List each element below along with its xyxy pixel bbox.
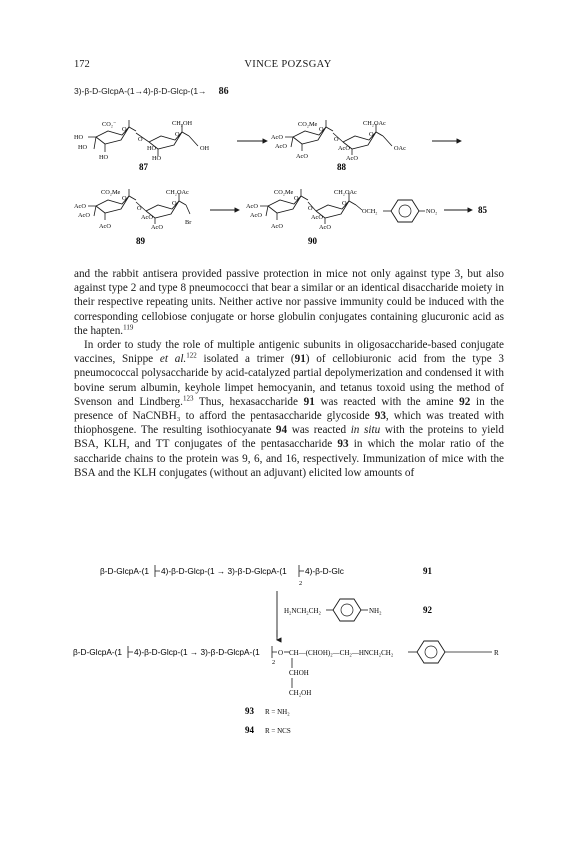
svg-text:O: O [175, 131, 180, 138]
compound-88-structure [271, 120, 406, 172]
c88-aco-b: AcO [275, 143, 287, 150]
svg-text:4)-β-D-Glcp-(1 → 3)-β-D-GlcpA-: 4)-β-D-Glcp-(1 → 3)-β-D-GlcpA-(1 [134, 647, 260, 657]
svg-text:β-D-GlcpA-(1: β-D-GlcpA-(1 [73, 647, 123, 657]
synthesis-scheme-1 [0, 108, 576, 258]
compound-90-structure [246, 189, 437, 246]
svg-text:CHOH: CHOH [289, 669, 309, 677]
svg-text:O: O [138, 136, 143, 143]
c87-glc-ho-b: HO [152, 155, 162, 162]
svg-text:O: O [294, 195, 299, 202]
ref-122: 122 [186, 351, 197, 360]
svg-text:O: O [278, 649, 284, 657]
svg-text:R = NCS: R = NCS [265, 727, 291, 735]
c88-glc-aco-b: AcO [346, 155, 358, 162]
c87-ho-c: HO [99, 154, 109, 161]
c90-glc-end: OCH₂ [362, 208, 378, 215]
product-labels [245, 706, 291, 735]
c88-glc-substituent: CH₂OAc [363, 120, 386, 127]
c87-glca-substituent: CO₂⁻ [102, 121, 117, 128]
ref-123: 123 [182, 394, 194, 403]
c89-glc-aco-a: AcO [141, 214, 153, 221]
svg-text:O: O [334, 136, 339, 143]
svg-text:O: O [308, 205, 313, 212]
aryl-ring-product [417, 641, 445, 663]
svg-text:O: O [137, 205, 142, 212]
c90-glc-aco-b: AcO [319, 224, 331, 231]
svg-text:O: O [122, 126, 127, 133]
repeat-unit-text: 3)-β-D-GlcpA-(1→4)-β-D-Glcp-(1→ [74, 86, 207, 96]
svg-text:4)-β-D-Glc: 4)-β-D-Glc [305, 566, 344, 576]
compound-label-93: 93 [245, 706, 254, 716]
svg-text:2: 2 [272, 659, 276, 666]
compound-87-structure [74, 120, 210, 172]
c87-glc-ho-a: HO [147, 145, 157, 152]
compound-label-94: 94 [245, 725, 254, 735]
et-al: et al. [159, 353, 187, 366]
compound-number-86: 86 [218, 86, 229, 97]
c89-glc-end: Br [185, 219, 192, 226]
compound-label-92: 92 [423, 605, 432, 615]
c87-glc-substituent: CH₂OH [172, 120, 193, 127]
compound-label-89: 89 [136, 236, 145, 246]
svg-text:4)-β-D-Glcp-(1 → 3)-β-D-GlcpA-: 4)-β-D-Glcp-(1 → 3)-β-D-GlcpA-(1 [161, 566, 287, 576]
c89-aco-a: AcO [74, 203, 86, 210]
c88-glc-aco-a: AcO [338, 145, 350, 152]
c87-glc-end: OH [200, 145, 210, 152]
compound-label-90: 90 [308, 236, 317, 246]
c89-aco-c: AcO [99, 223, 111, 230]
c89-glc-aco-b: AcO [151, 224, 163, 231]
c89-glca-substituent: CO₂Me [101, 189, 121, 196]
page-header [0, 59, 576, 73]
c88-aco-c: AcO [296, 153, 308, 160]
svg-text:O: O [369, 131, 374, 138]
svg-text:O: O [122, 195, 127, 202]
svg-text:CH₂OH: CH₂OH [289, 689, 312, 697]
svg-text:2: 2 [299, 580, 303, 587]
c88-glca-substituent: CO₂Me [298, 121, 318, 128]
svg-text:R = NH₂: R = NH₂ [265, 708, 290, 716]
product-formula [73, 641, 499, 697]
svg-text:H₂NCH₂CH₂: H₂NCH₂CH₂ [284, 607, 321, 615]
c88-glc-end: OAc [394, 145, 406, 152]
page-number: 172 [74, 59, 90, 70]
c90-aco-c: AcO [271, 223, 283, 230]
compound-91-formula [100, 565, 433, 587]
compound-label-85: 85 [478, 205, 487, 215]
paragraph-1: and the rabbit antisera provided passive protection in mice not only against type 3, but also against type 2 and type 8 pneumococci that bear a similar or an identical disaccharide moiety in their respective repeating units. Neither active nor passive immunity could be induced with the corresponding cellobiose conjugate or horse globulin conjugates containing glucuronic acid as the hapten.$^{119}$ [74, 268, 504, 337]
c90-glc-substituent: CH₂OAc [334, 189, 357, 196]
svg-text:CH—(CHOH)₂—CH₂—HNCH₂CH₂: CH—(CHOH)₂—CH₂—HNCH₂CH₂ [289, 649, 394, 657]
c90-glc-aco-a: AcO [311, 214, 323, 221]
compound-label-88: 88 [337, 162, 346, 172]
svg-text:O: O [342, 200, 347, 207]
paragraph-2: In order to study the role of multiple antigenic subunits in oligosaccharide-based conjugate vaccines, Snippe et al.$^{122}$ isolated a trimer (91) of cellobiuronic acid from the type 3 pneumococcal polysaccharide by acid-catalyzed partial depolymerization and condensed it with bovine serum albumin, keyhole limpet hemocyanin, and tetanus toxoid using the method of Svenson and Lindberg.$^{123}$ Thus, hexasaccharide 91 was reacted with the amine 92 in the presence of NaCNBH₃ to afford the pentasaccharide glycoside 93, which was treated with thiophosgene. The resulting isothiocyanate 94 was reacted in situ with the proteins to yield BSA, KLH, and TT conjugates of the pentasaccharide 93 in which the molar ratio of the saccharide chains to the protein was 9, 6, and 16, respectively. Immunization of mice with the BSA and the KLH conjugates (without an adjuvant) elicited low amounts of [74, 339, 505, 479]
compound-92-reagent [284, 599, 433, 621]
aminophenyl-ring [333, 599, 361, 621]
running-head: VINCE POZSGAY [244, 59, 332, 70]
c90-aco-b: AcO [250, 212, 262, 219]
compound-label-91: 91 [423, 566, 432, 576]
c88-aco-a: AcO [271, 134, 283, 141]
nitrophenyl-ring [391, 200, 419, 222]
compound-89-structure [74, 189, 192, 246]
c87-ho-b: HO [78, 144, 88, 151]
svg-text:β-D-GlcpA-(1: β-D-GlcpA-(1 [100, 566, 150, 576]
ref-119: 119 [123, 323, 134, 332]
c90-aryl-substituent: NO₂ [426, 208, 438, 215]
synthesis-scheme-2 [0, 555, 576, 735]
c89-glc-substituent: CH₂OAc [166, 189, 189, 196]
svg-text:O: O [319, 126, 324, 133]
c87-ho-a: HO [74, 134, 84, 141]
svg-text:NH₂: NH₂ [369, 607, 382, 615]
svg-text:R: R [494, 649, 499, 657]
c90-glca-substituent: CO₂Me [274, 189, 294, 196]
body-text [74, 267, 504, 480]
c90-aco-a: AcO [246, 203, 258, 210]
compound-label-87: 87 [139, 162, 148, 172]
repeat-unit-formula [74, 86, 229, 97]
c89-aco-b: AcO [78, 212, 90, 219]
svg-text:O: O [172, 200, 177, 207]
in-situ: in situ [350, 424, 381, 437]
